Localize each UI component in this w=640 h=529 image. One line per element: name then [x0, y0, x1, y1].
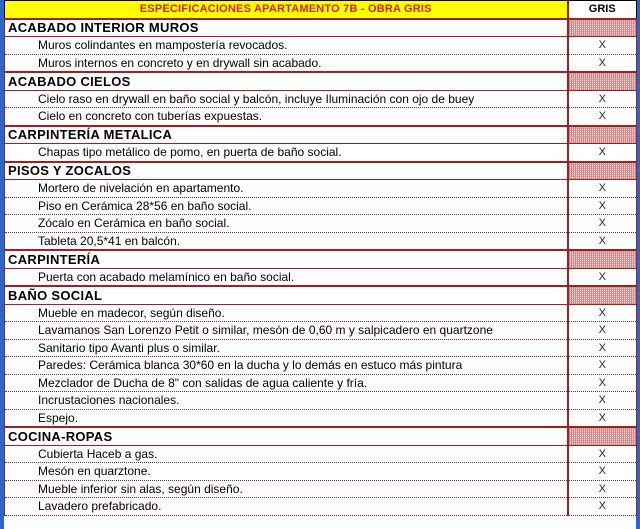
spec-item-text: Espejo.	[5, 409, 568, 427]
spec-item-row	[5, 268, 637, 286]
spec-item-text: Cielo raso en drywall en baño social y balcón, incluye Iluminación con ojo de buey	[5, 90, 568, 108]
section-title: ACABADO CIELOS	[5, 72, 568, 90]
spec-item-mark: X	[568, 197, 637, 215]
specifications-sheet	[4, 0, 636, 529]
spec-item-mark: X	[568, 374, 637, 392]
spec-item-mark: X	[568, 480, 637, 498]
spec-item-row	[5, 215, 637, 233]
spec-item-mark: X	[568, 463, 637, 481]
sheet-title: ESPECIFICACIONES APARTAMENTO 7B - OBRA GRIS	[5, 1, 568, 19]
spec-item-row	[5, 339, 637, 357]
spec-item-row	[5, 322, 637, 340]
spec-item-row	[5, 54, 637, 72]
spec-item-row	[5, 445, 637, 463]
section-row	[5, 286, 637, 304]
spec-item-row	[5, 480, 637, 498]
spec-item-mark: X	[568, 268, 637, 286]
spec-item-text: Muros internos en concreto y en drywall sin acabado.	[5, 54, 568, 72]
spec-item-mark: X	[568, 322, 637, 340]
header-row	[5, 1, 637, 19]
spec-item-mark: X	[568, 215, 637, 233]
spec-item-mark: X	[568, 392, 637, 410]
spec-item-row	[5, 409, 637, 427]
spec-item-mark: X	[568, 304, 637, 322]
section-row	[5, 250, 637, 268]
gris-column-header: GRIS	[568, 1, 637, 19]
spec-item-text: Piso en Cerámica 28*56 en baño social.	[5, 197, 568, 215]
spec-item-mark: X	[568, 144, 637, 162]
section-hatch-cell	[568, 162, 637, 180]
spec-item-row	[5, 108, 637, 126]
spec-item-mark: X	[568, 339, 637, 357]
spec-item-row	[5, 197, 637, 215]
section-row	[5, 427, 637, 445]
spec-item-text: Puerta con acabado melamínico en baño social.	[5, 268, 568, 286]
spec-item-mark: X	[568, 409, 637, 427]
spec-item-text: Mortero de nivelación en apartamento.	[5, 180, 568, 198]
spec-item-row	[5, 37, 637, 55]
section-title: CARPINTERÍA	[5, 250, 568, 268]
spec-item-row	[5, 144, 637, 162]
spec-item-text: Cubierta Haceb a gas.	[5, 445, 568, 463]
section-hatch-cell	[568, 250, 637, 268]
spec-item-text: Lavamanos San Lorenzo Petit o similar, mesón de 0,60 m y salpicadero en quartzone	[5, 322, 568, 340]
spec-item-text: Mueble inferior sin alas, según diseño.	[5, 480, 568, 498]
spec-item-row	[5, 232, 637, 250]
section-hatch-cell	[568, 286, 637, 304]
spec-item-text: Mezclador de Ducha de 8" con salidas de agua caliente y fría.	[5, 374, 568, 392]
spec-item-text: Chapas tipo metálico de pomo, en puerta de baño social.	[5, 144, 568, 162]
spec-item-text: Paredes: Cerámica blanca 30*60 en la ducha y lo demás en estuco más pintura	[5, 357, 568, 375]
spec-item-mark: X	[568, 232, 637, 250]
spec-item-mark: X	[568, 445, 637, 463]
spec-item-text: Muros colindantes en mampostería revocados.	[5, 37, 568, 55]
section-row	[5, 19, 637, 37]
spec-item-text: Tableta 20,5*41 en balcón.	[5, 232, 568, 250]
spec-item-mark: X	[568, 108, 637, 126]
section-row	[5, 72, 637, 90]
specifications-table	[4, 0, 637, 516]
spec-item-text: Incrustaciones nacionales.	[5, 392, 568, 410]
spec-item-row	[5, 392, 637, 410]
section-title: ACABADO INTERIOR MUROS	[5, 19, 568, 37]
spec-item-row	[5, 180, 637, 198]
spec-item-text: Mesón en quarztone.	[5, 463, 568, 481]
section-title: CARPINTERÍA METALICA	[5, 126, 568, 144]
section-hatch-cell	[568, 19, 637, 37]
spec-item-mark: X	[568, 498, 637, 516]
section-hatch-cell	[568, 427, 637, 445]
spec-item-row	[5, 498, 637, 516]
section-hatch-cell	[568, 72, 637, 90]
spec-item-row	[5, 374, 637, 392]
spec-item-row	[5, 463, 637, 481]
spec-item-text: Sanitario tipo Avanti plus o similar.	[5, 339, 568, 357]
section-row	[5, 162, 637, 180]
section-title: PISOS Y ZOCALOS	[5, 162, 568, 180]
spec-item-mark: X	[568, 54, 637, 72]
spec-item-mark: X	[568, 90, 637, 108]
spec-item-mark: X	[568, 37, 637, 55]
section-title: BAÑO SOCIAL	[5, 286, 568, 304]
spec-item-row	[5, 90, 637, 108]
spec-item-text: Zócalo en Cerámica en baño social.	[5, 215, 568, 233]
spec-item-row	[5, 357, 637, 375]
spec-item-row	[5, 304, 637, 322]
spec-item-text: Mueble en madecor, según diseño.	[5, 304, 568, 322]
spec-item-mark: X	[568, 357, 637, 375]
spec-item-mark: X	[568, 180, 637, 198]
spec-item-text: Lavadero prefabricado.	[5, 498, 568, 516]
section-row	[5, 126, 637, 144]
section-title: COCINA-ROPAS	[5, 427, 568, 445]
spec-item-text: Cielo en concreto con tuberías expuestas.	[5, 108, 568, 126]
section-hatch-cell	[568, 126, 637, 144]
